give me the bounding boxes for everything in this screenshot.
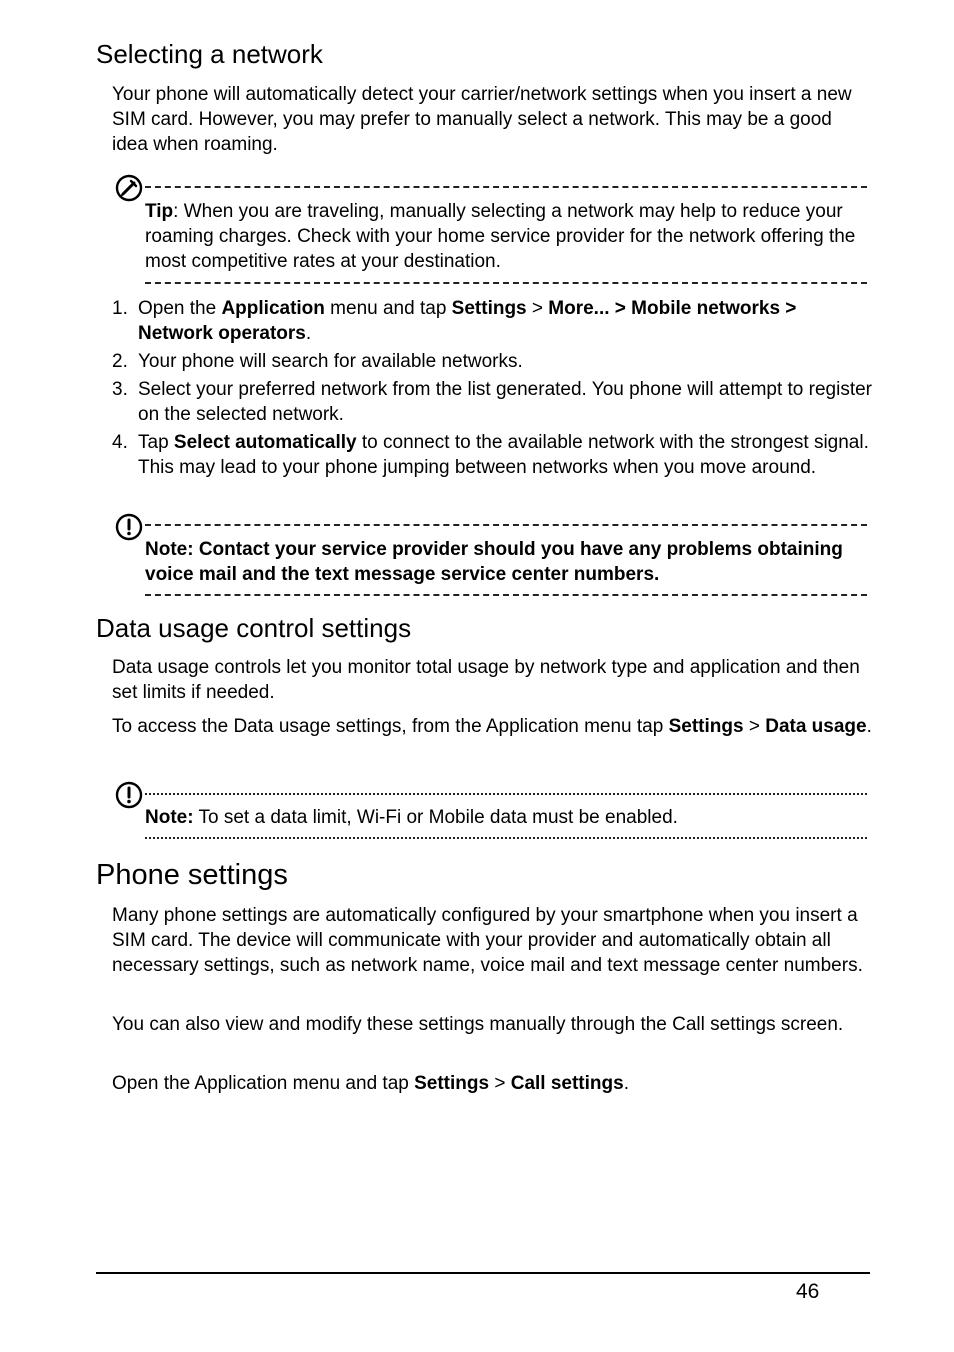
text-run: >	[743, 716, 766, 737]
step-item	[112, 349, 872, 374]
note-text-data-limit	[145, 805, 865, 830]
note-icon	[114, 512, 144, 542]
text-run: .	[866, 716, 872, 737]
step-number: 2.	[112, 351, 128, 372]
callout-top-rule	[145, 793, 867, 795]
note-label: Note:	[145, 807, 194, 828]
text-run: .	[623, 1073, 629, 1094]
step-text-run: Settings	[451, 298, 527, 319]
footer-rule	[96, 1272, 870, 1274]
text-run: Open the Application menu and tap	[112, 1073, 415, 1094]
note-body: To set a data limit, Wi-Fi or Mobile data must be enabled.	[193, 807, 678, 828]
step-text-run: .	[305, 323, 312, 344]
step-number: 3.	[112, 379, 128, 400]
tip-icon	[114, 173, 144, 203]
callout-bottom-rule	[145, 837, 867, 839]
step-text-run: Open the	[138, 298, 222, 319]
section-heading-selecting-network: Selecting a network	[96, 39, 323, 69]
data-usage-bold: Data usage	[765, 716, 867, 737]
step-text-run: >	[526, 298, 549, 319]
step-text-run: menu and tap	[324, 298, 452, 319]
note-icon	[114, 780, 144, 810]
text-run: To access the Data usage settings, from the Application menu tap	[112, 716, 669, 737]
step-text-run: More... > Mobile networks > Network operators	[138, 298, 797, 344]
tip-body: : When you are traveling, manually selecting a network may help to reduce your roaming charges. Check with your home service provider for the network offering the most competitive rates at your destination.	[145, 201, 856, 272]
data-usage-paragraph-2	[112, 714, 872, 739]
steps-list	[112, 296, 872, 483]
step-number: 1.	[112, 298, 128, 319]
section-heading-phone-settings: Phone settings	[96, 859, 288, 891]
tip-label: Tip	[145, 201, 174, 222]
callout-top-rule	[145, 186, 867, 188]
callout-bottom-rule	[145, 282, 867, 284]
step-text-run: Tap	[138, 432, 174, 453]
step-number: 4.	[112, 432, 128, 453]
tip-text	[145, 199, 865, 274]
step-text-run: Select automatically	[173, 432, 357, 453]
page-number: 46	[796, 1280, 820, 1303]
step-item	[112, 296, 872, 346]
phone-settings-paragraph-1: Many phone settings are automatically configured by your smartphone when you insert a SIM card. The device will communicate with your provider and automatically obtain all necessary settings, such as network name, voice mail and text message center numbers.	[112, 905, 863, 976]
step-item	[112, 377, 872, 427]
step-item	[112, 430, 872, 480]
phone-settings-paragraph-3	[112, 1071, 872, 1096]
selecting-intro-paragraph: Your phone will automatically detect your carrier/network settings when you insert a new SIM card. However, you may prefer to manually select a network. This may be a good idea when roaming.	[112, 84, 852, 155]
section-heading-data-usage: Data usage control settings	[96, 613, 412, 643]
callout-top-rule	[145, 524, 867, 526]
step-text-run: Application	[221, 298, 325, 319]
call-settings-bold: Call settings	[510, 1073, 624, 1094]
settings-bold: Settings	[668, 716, 744, 737]
step-text-run: Your phone will search for available networks.	[138, 351, 523, 372]
step-text-run: Select your preferred network from the list generated. You phone will attempt to register on the selected network.	[138, 379, 873, 425]
data-usage-paragraph-1: Data usage controls let you monitor total usage by network type and application and then set limits if needed.	[112, 657, 860, 703]
text-run: >	[489, 1073, 511, 1094]
step-text-run: to connect to the available network with the strongest signal. This may lead to your phone jumping between networks when you move around.	[138, 432, 869, 478]
callout-bottom-rule	[145, 594, 867, 596]
note-text-network: Note: Contact your service provider should you have any problems obtaining voice mail and the text message service center numbers.	[145, 539, 843, 585]
phone-settings-paragraph-2: You can also view and modify these settings manually through the Call settings screen.	[112, 1014, 844, 1035]
settings-bold: Settings	[414, 1073, 490, 1094]
